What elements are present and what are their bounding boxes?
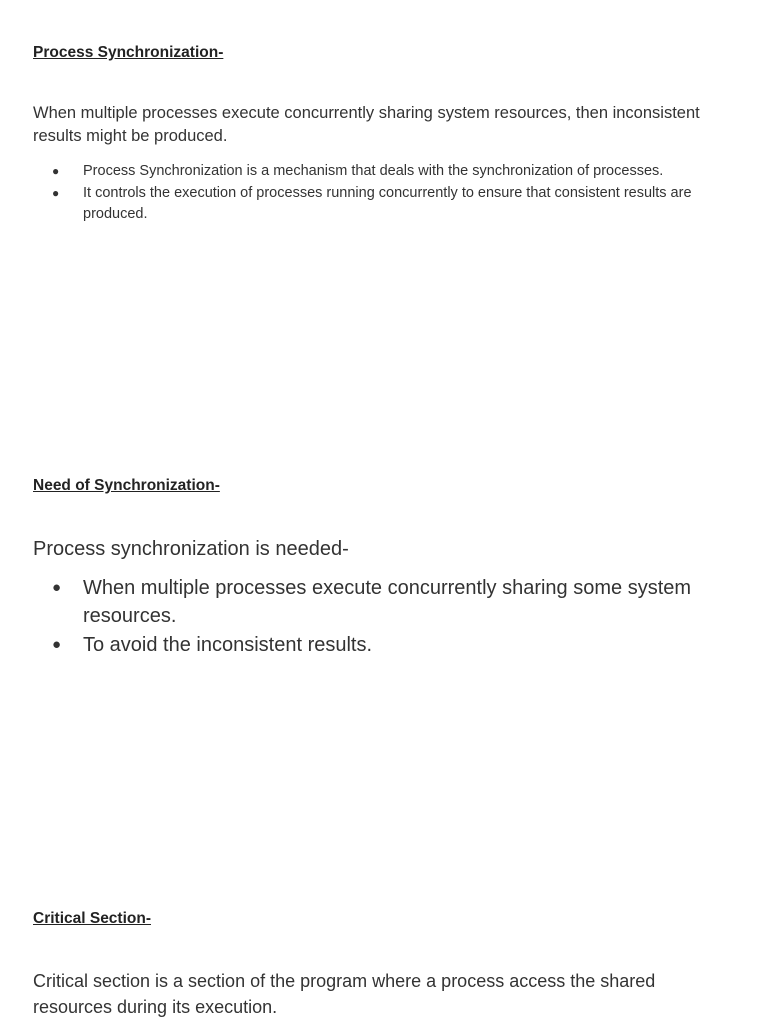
paragraph-critical-section: Critical section is a section of the program where a process access the shared resources during its execution. [33,971,656,1017]
heading-process-synchronization: Process Synchronization- [33,44,224,61]
paragraph-process-synchronization: When multiple processes execute concurrently sharing system resources, then inconsistent results might be produced. [33,104,700,145]
list-item: ● When multiple processes execute concurrently sharing some system resources. [33,574,733,630]
heading-critical-section: Critical Section- [33,910,151,927]
bullet-list-need-of-synchronization [33,574,733,660]
bullet-list-process-synchronization [33,161,743,226]
list-item: ● It controls the execution of processes running concurrently to ensure that consistent results are produced. [33,183,743,225]
heading-need-of-synchronization: Need of Synchronization- [33,477,220,494]
list-item: ● To avoid the inconsistent results. [33,631,733,659]
list-item: ● Process Synchronization is a mechanism that deals with the synchronization of processes. [33,161,743,182]
paragraph-need-of-synchronization: Process synchronization is needed- [33,538,349,560]
